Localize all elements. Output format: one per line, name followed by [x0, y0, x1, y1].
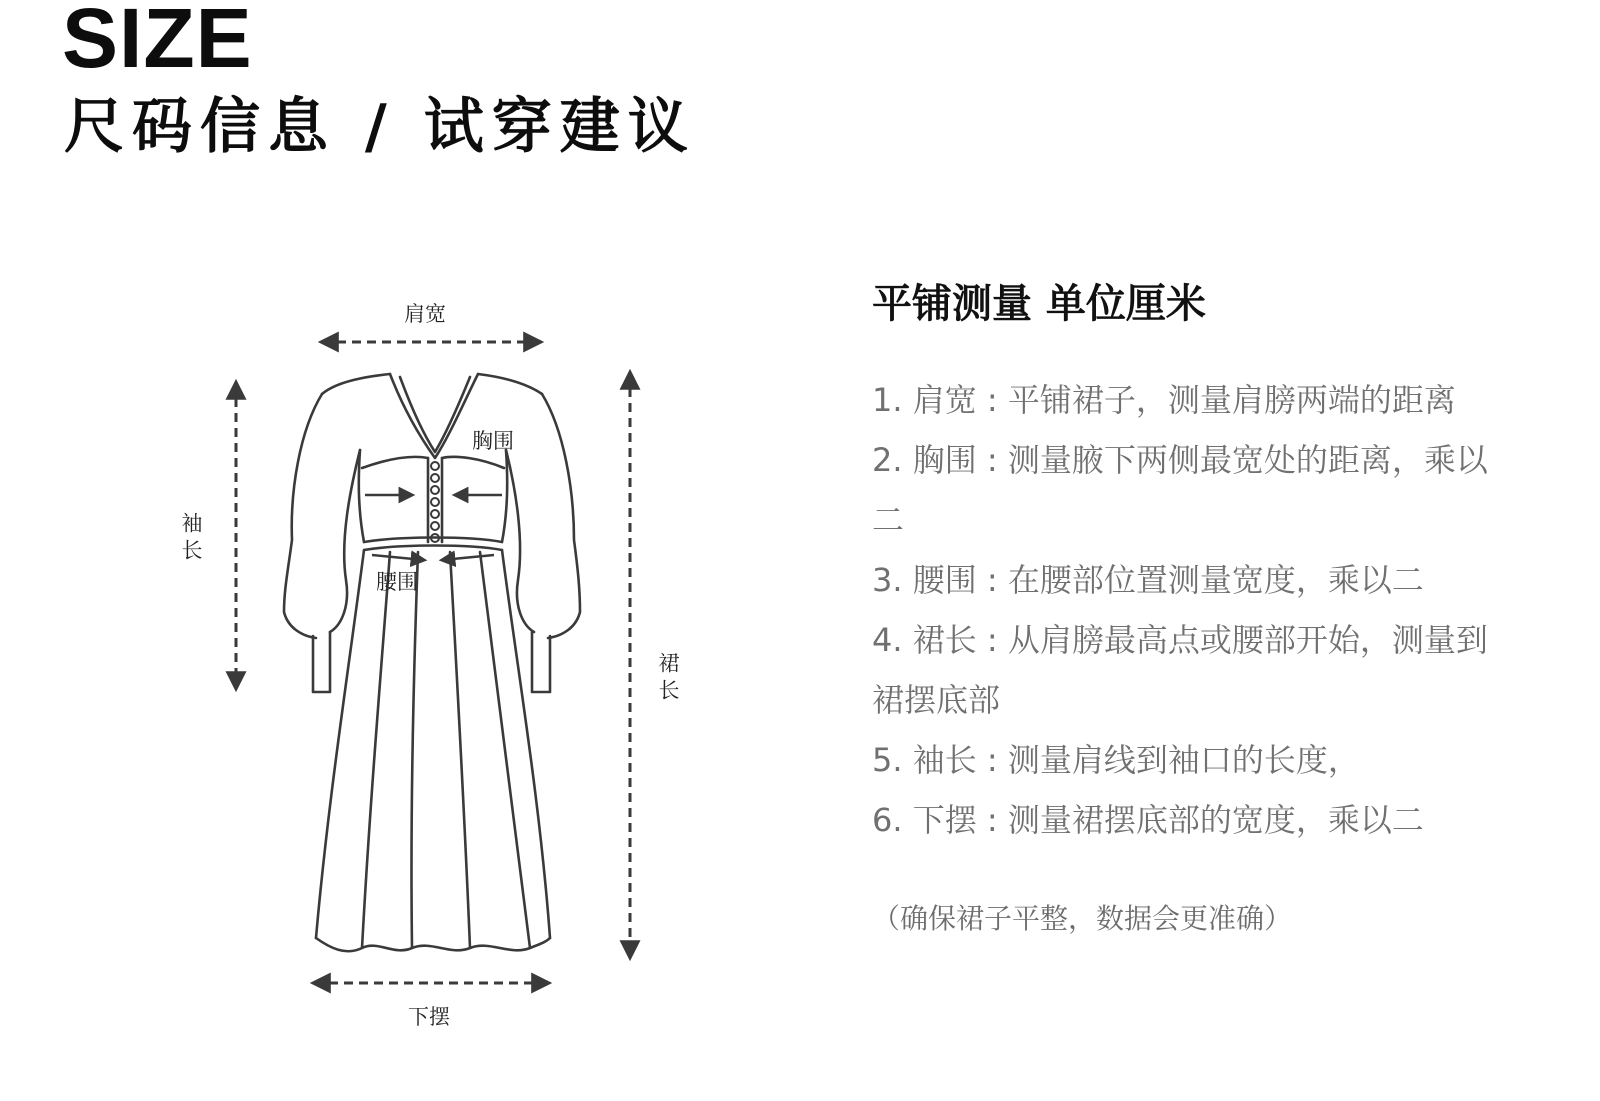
- label-sleeve: 袖长: [179, 512, 203, 566]
- measurement-item-sleeve: 5. 袖长 : 测量肩线到袖口的长度，: [872, 741, 1360, 779]
- label-bust: 胸围: [472, 429, 514, 453]
- measurement-item-waist: 3. 腰围 : 在腰部位置测量宽度，乘以二: [872, 561, 1424, 599]
- label-shoulder: 肩宽: [404, 302, 446, 326]
- waist-arrow-left: [372, 555, 424, 560]
- page-title-en: SIZE: [62, 0, 253, 85]
- buttons: [431, 462, 439, 542]
- measurement-item-hem: 6. 下摆 : 测量裙摆底部的宽度，乘以二: [872, 801, 1424, 839]
- dress-diagram: [150, 280, 730, 1070]
- label-hem: 下摆: [408, 1005, 450, 1029]
- note-text: （确保裙子平整，数据会更准确）: [872, 902, 1293, 935]
- label-length: 裙长: [656, 652, 680, 706]
- label-waist: 腰围: [376, 570, 418, 594]
- measurement-item-shoulder: 1. 肩宽 : 平铺裙子，测量肩膀两端的距离: [872, 381, 1456, 419]
- measurement-info: [872, 282, 1512, 936]
- info-heading: 平铺测量 单位厘米: [872, 281, 1206, 327]
- dress-illustration: [150, 280, 730, 1070]
- page-title-cn: 尺码信息 / 试穿建议: [64, 92, 696, 162]
- dress-outline: [284, 374, 580, 951]
- measurement-list: [872, 370, 1512, 850]
- measurement-item-bust: 2. 胸围 : 测量腋下两侧最宽处的距离，乘以二: [872, 441, 1488, 539]
- measurement-item-length: 4. 裙长 : 从肩膀最高点或腰部开始，测量到裙摆底部: [872, 621, 1488, 719]
